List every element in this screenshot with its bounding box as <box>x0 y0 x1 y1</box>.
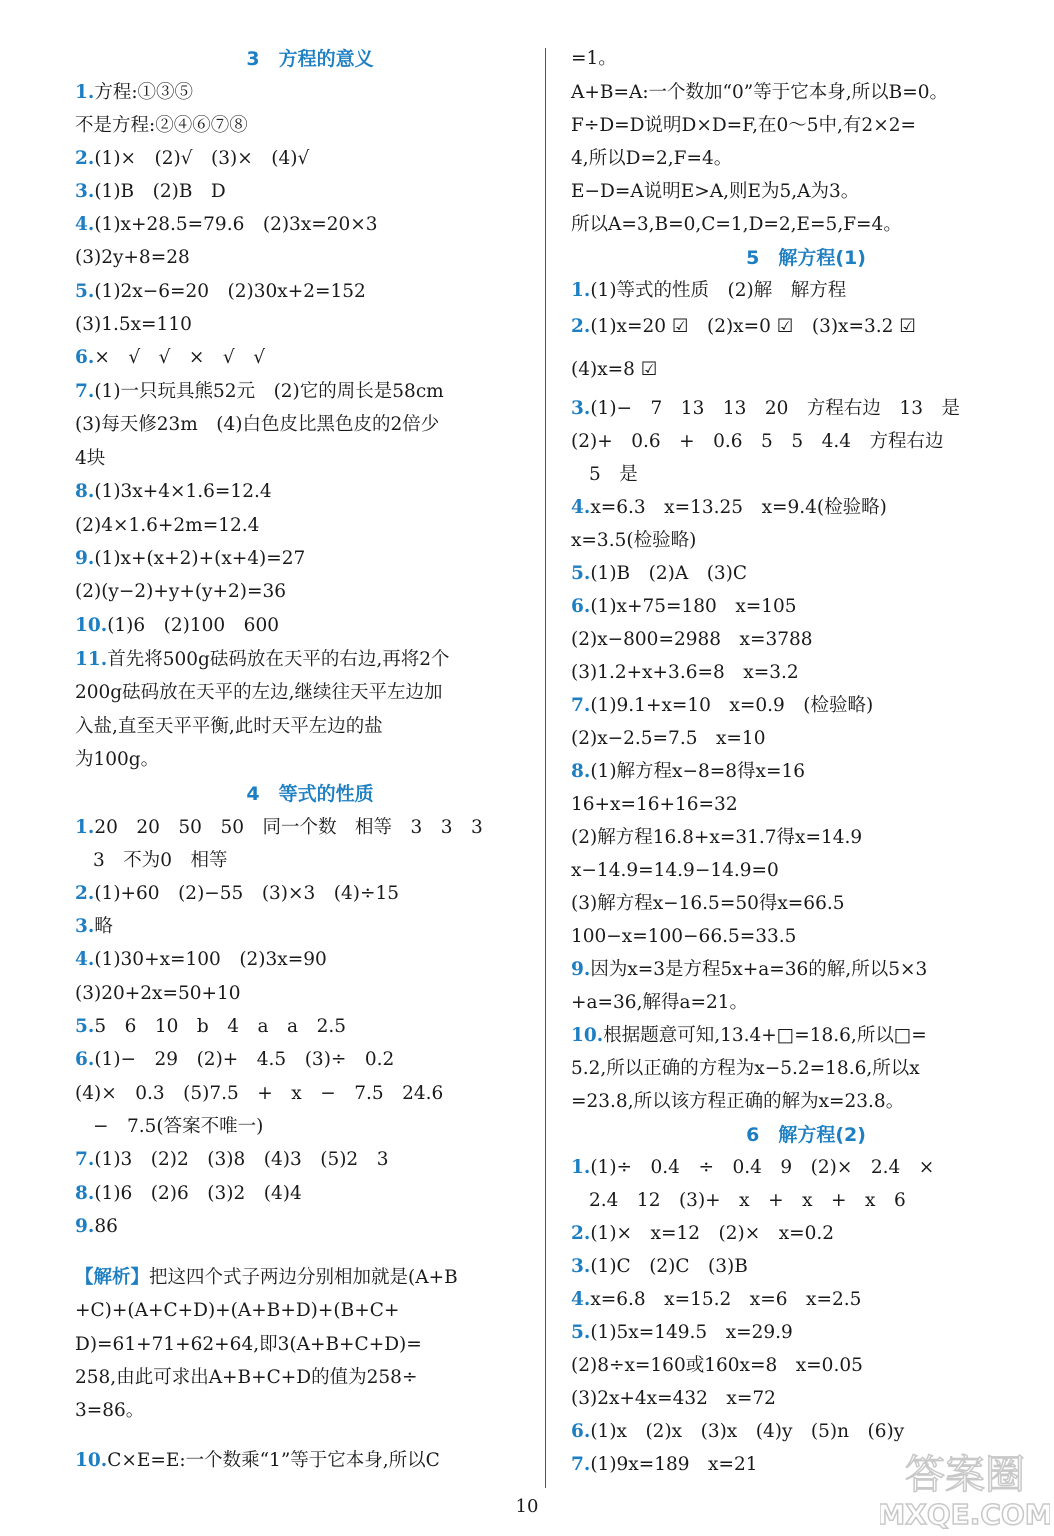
line-text: (1)一只玩具熊52元 (2)它的周长是58cm <box>94 381 444 402</box>
answer-line <box>75 947 327 973</box>
page-number: 10 <box>515 1496 539 1517</box>
line-text: (3)20+2x=50+10 <box>75 983 241 1004</box>
answer-line <box>589 1188 906 1214</box>
item-number: 7. <box>75 1149 95 1170</box>
line-text: +C)+(A+C+D)+(A+B+D)+(B+C+ <box>75 1300 400 1321</box>
answer-line <box>571 1056 920 1082</box>
answer-line <box>571 693 873 719</box>
item-number: 6. <box>571 1421 591 1442</box>
answer-line <box>571 1254 748 1280</box>
item-number: 4. <box>571 1289 591 1310</box>
line-text: (1)x=20 ☑ (2)x=0 ☑ (3)x=3.2 ☑ <box>590 316 916 337</box>
item-number: 2. <box>571 1223 591 1244</box>
item-number: 2. <box>75 883 95 904</box>
line-text: (1)30+x=100 (2)3x=90 <box>94 949 327 970</box>
line-text: (2)4×1.6+2m=12.4 <box>75 515 260 536</box>
line-text: 6 解方程(2) <box>746 1124 866 1146</box>
answer-line <box>75 914 113 940</box>
answer-line <box>75 1265 458 1291</box>
answer-line <box>75 680 443 706</box>
answer-line <box>75 412 439 438</box>
answer-line <box>571 1287 861 1313</box>
answer-line <box>571 528 696 554</box>
section-heading <box>75 781 545 807</box>
section-heading <box>571 1122 1041 1148</box>
line-text: =23.8,所以该方程正确的解为x=23.8。 <box>571 1091 905 1112</box>
line-text: (1)B (2)A (3)C <box>590 563 748 584</box>
line-text: (3)2y+8=28 <box>75 247 190 268</box>
line-text: (3)解方程x−16.5=50得x=66.5 <box>571 893 845 914</box>
answer-line <box>75 446 105 472</box>
answer-line <box>571 314 916 340</box>
answer-line <box>75 747 159 773</box>
line-text: A+B=A:一个数加“0”等于它本身,所以B=0。 <box>571 82 948 103</box>
answer-line <box>571 1023 927 1049</box>
line-text: (2)解方程16.8+x=31.7得x=14.9 <box>571 827 863 848</box>
answer-line <box>571 825 862 851</box>
line-text: (1)× x=12 (2)× x=0.2 <box>590 1223 835 1244</box>
line-text: − 7.5(答案不唯一) <box>93 1116 264 1137</box>
item-number: 1. <box>75 82 95 103</box>
line-text: (1)6 (2)6 (3)2 (4)4 <box>94 1183 302 1204</box>
line-text: D)=61+71+62+64,即3(A+B+C+D)= <box>75 1334 422 1355</box>
line-text: (1)× (2)√ (3)× (4)√ <box>94 148 310 169</box>
line-text: +a=36,解得a=21。 <box>571 992 749 1013</box>
answer-line <box>75 1398 144 1424</box>
line-text: (2)x−800=2988 x=3788 <box>571 629 813 650</box>
item-number: 2. <box>571 316 591 337</box>
answer-line <box>571 792 738 818</box>
line-text: x=6.3 x=13.25 x=9.4(检验略) <box>590 497 887 518</box>
answer-line <box>75 579 286 605</box>
svg-text:答案圈: 答案圈 <box>905 1452 1025 1498</box>
line-text: (3)1.5x=110 <box>75 314 192 335</box>
answer-line <box>75 146 309 172</box>
answer-line <box>589 462 638 488</box>
answer-line <box>75 815 483 841</box>
line-text: (4)× 0.3 (5)7.5 + x − 7.5 24.6 <box>75 1083 444 1104</box>
line-text: (1)x+(x+2)+(x+4)=27 <box>94 548 306 569</box>
answer-line <box>75 1298 399 1324</box>
item-number: 7. <box>571 695 591 716</box>
line-text: (2)x−2.5=7.5 x=10 <box>571 728 766 749</box>
line-text: (1)÷ 0.4 ÷ 0.4 9 (2)× 2.4 × <box>590 1157 935 1178</box>
item-number: 8. <box>75 481 95 502</box>
answer-line <box>571 80 948 106</box>
answer-line <box>75 379 444 405</box>
answer-line <box>75 1365 417 1391</box>
line-text: 200g砝码放在天平的左边,继续往天平左边加 <box>75 682 443 703</box>
answer-line <box>571 429 944 455</box>
line-text: (1)x+75=180 x=105 <box>590 596 797 617</box>
item-number: 5. <box>75 1016 95 1037</box>
item-number: 10. <box>571 1025 604 1046</box>
item-number: 3. <box>571 1256 591 1277</box>
answer-line <box>571 1221 834 1247</box>
item-number: 9. <box>75 548 95 569</box>
answer-line <box>571 179 859 205</box>
line-text: x−14.9=14.9−14.9=0 <box>571 860 779 881</box>
line-text: (1)x (2)x (3)x (4)y (5)n (6)y <box>590 1421 905 1442</box>
line-text: 20 20 50 50 同一个数 相等 3 3 3 <box>94 817 483 838</box>
item-number: 7. <box>75 381 95 402</box>
line-text: 根据题意可知,13.4+□=18.6,所以□= <box>603 1025 927 1046</box>
answer-line <box>571 1419 904 1445</box>
item-number: 8. <box>571 761 591 782</box>
line-text: 100−x=100−66.5=33.5 <box>571 926 797 947</box>
line-text: (1)C (2)C (3)B <box>590 1256 748 1277</box>
line-text: 首先将500g砝码放在天平的右边,再将2个 <box>107 649 450 670</box>
item-number: 3. <box>571 398 591 419</box>
item-number: 5. <box>571 1322 591 1343</box>
line-text: (4)x=8 ☑ <box>571 359 658 380</box>
line-text: 258,由此可求出A+B+C+D的值为258÷ <box>75 1367 418 1388</box>
item-number: 2. <box>75 148 95 169</box>
answer-line <box>75 113 248 139</box>
line-text: (2)(y−2)+y+(y+2)=36 <box>75 581 287 602</box>
item-number: 10. <box>75 615 108 636</box>
answer-line <box>571 957 927 983</box>
item-number: 8. <box>75 1183 95 1204</box>
line-text: (1)等式的性质 (2)解 解方程 <box>590 280 847 301</box>
answer-line <box>75 1332 422 1358</box>
answer-line <box>571 627 813 653</box>
item-number: 1. <box>571 1157 591 1178</box>
answer-line <box>571 990 748 1016</box>
item-number: 9. <box>75 1216 95 1237</box>
answer-line <box>75 1047 394 1073</box>
item-number: 9. <box>571 959 591 980</box>
answer-line <box>571 759 805 785</box>
section-heading <box>571 245 1041 271</box>
answer-line <box>75 1214 118 1240</box>
line-text: (1)− 29 (2)+ 4.5 (3)÷ 0.2 <box>94 1049 395 1070</box>
line-text: (1)− 7 13 13 20 方程右边 13 是 <box>590 398 960 419</box>
line-text: (1)9x=189 x=21 <box>590 1454 758 1475</box>
line-text: (1)3 (2)2 (3)8 (4)3 (5)2 3 <box>94 1149 389 1170</box>
line-text: =1。 <box>571 48 617 69</box>
item-number: 6. <box>75 1049 95 1070</box>
section-heading <box>75 46 545 72</box>
answer-line <box>75 714 383 740</box>
line-text: (3)1.2+x+3.6=8 x=3.2 <box>571 662 799 683</box>
answer-line <box>571 594 797 620</box>
item-number: 1. <box>571 280 591 301</box>
answer-line <box>571 212 902 238</box>
answer-line <box>75 1448 440 1474</box>
item-number: 3. <box>75 181 95 202</box>
item-number: 10. <box>75 1450 108 1471</box>
answer-line <box>75 312 192 338</box>
answer-line <box>571 561 747 587</box>
line-text: 4,所以D=2,F=4。 <box>571 148 733 169</box>
answer-line <box>571 113 916 139</box>
answer-line <box>75 245 190 271</box>
line-text: 16+x=16+16=32 <box>571 794 738 815</box>
answer-line <box>571 1353 863 1379</box>
answer-line <box>571 858 779 884</box>
line-text: 4块 <box>75 448 106 469</box>
line-text: (1)x+28.5=79.6 (2)3x=20×3 <box>94 214 378 235</box>
answer-line <box>571 495 887 521</box>
answer-line <box>571 396 960 422</box>
answer-line <box>75 881 399 907</box>
line-text: (1)5x=149.5 x=29.9 <box>590 1322 793 1343</box>
line-text: 所以A=3,B=0,C=1,D=2,E=5,F=4。 <box>571 214 902 235</box>
line-text: 2.4 12 (3)+ x + x + x 6 <box>589 1190 906 1211</box>
answer-line <box>75 279 366 305</box>
item-number: 4. <box>75 949 95 970</box>
line-text: 方程:①③⑤ <box>94 82 194 103</box>
item-number: 3. <box>75 916 95 937</box>
answer-line <box>75 479 272 505</box>
answer-line <box>75 212 378 238</box>
analysis-tag: 【解析】 <box>75 1267 150 1288</box>
line-text: 不是方程:②④⑥⑦⑧ <box>75 115 248 136</box>
answer-line <box>571 146 732 172</box>
answer-line <box>75 1147 388 1173</box>
watermark-logo <box>880 1442 1050 1532</box>
item-number: 6. <box>571 596 591 617</box>
line-text: (3)每天修23m (4)白色皮比黑色皮的2倍少 <box>75 414 440 435</box>
answer-line <box>75 647 450 673</box>
item-number: 7. <box>571 1454 591 1475</box>
line-text: 5 解方程(1) <box>746 247 866 269</box>
item-number: 5. <box>571 563 591 584</box>
item-number: 4. <box>75 214 95 235</box>
answer-line <box>571 1452 758 1478</box>
item-number: 4. <box>571 497 591 518</box>
line-text: (1)6 (2)100 600 <box>107 615 279 636</box>
line-text: (2)8÷x=160或160x=8 x=0.05 <box>571 1355 863 1376</box>
answer-line <box>571 357 657 383</box>
answer-line <box>75 513 259 539</box>
line-text: 5.2,所以正确的方程为x−5.2=18.6,所以x <box>571 1058 920 1079</box>
line-text: 入盐,直至天平平衡,此时天平左边的盐 <box>75 716 383 737</box>
item-number: 6. <box>75 347 95 368</box>
answer-line <box>75 546 305 572</box>
line-text: F÷D=D说明D×D=F,在0～5中,有2×2= <box>571 115 916 136</box>
line-text: 5 是 <box>589 464 638 485</box>
line-text: (1)B (2)B D <box>94 181 226 202</box>
line-text: (1)3x+4×1.6=12.4 <box>94 481 272 502</box>
answer-line <box>93 1114 263 1140</box>
answer-line <box>93 848 228 874</box>
line-text: × √ √ × √ √ <box>94 347 265 368</box>
answer-line <box>571 46 617 72</box>
answer-line <box>75 1181 302 1207</box>
line-text: 3=86。 <box>75 1400 145 1421</box>
line-text: (3)2x+4x=432 x=72 <box>571 1388 776 1409</box>
line-text: (1)9.1+x=10 x=0.9 (检验略) <box>590 695 874 716</box>
svg-text:MXQE.COM: MXQE.COM <box>880 1498 1050 1531</box>
line-text: 4 等式的性质 <box>246 783 374 805</box>
item-number: 5. <box>75 281 95 302</box>
line-text: 86 <box>94 1216 118 1237</box>
line-text: 略 <box>94 916 113 937</box>
line-text: 为100g。 <box>75 749 160 770</box>
line-text: C×E=E:一个数乘“1”等于它本身,所以C <box>107 1450 440 1471</box>
line-text: (1)2x−6=20 (2)30x+2=152 <box>94 281 366 302</box>
answer-line <box>75 981 241 1007</box>
line-text: 因为x=3是方程5x+a=36的解,所以5×3 <box>590 959 928 980</box>
answer-line <box>75 1081 443 1107</box>
line-text: 3 不为0 相等 <box>93 850 228 871</box>
line-text: (1)+60 (2)−55 (3)×3 (4)÷15 <box>94 883 400 904</box>
answer-line <box>75 345 265 371</box>
item-number: 11. <box>75 649 108 670</box>
answer-line <box>75 613 279 639</box>
item-number: 1. <box>75 817 95 838</box>
answer-line <box>571 1155 934 1181</box>
answer-line <box>571 726 765 752</box>
line-text: x=3.5(检验略) <box>571 530 697 551</box>
line-text: (2)+ 0.6 + 0.6 5 5 4.4 方程右边 <box>571 431 944 452</box>
answer-line <box>75 80 193 106</box>
line-text: 把这四个式子两边分别相加就是(A+B <box>149 1267 458 1288</box>
answer-line <box>571 278 846 304</box>
answer-line <box>571 1386 776 1412</box>
answer-line <box>571 660 799 686</box>
line-text: 5 6 10 b 4 a a 2.5 <box>94 1016 347 1037</box>
line-text: E−D=A说明E>A,则E为5,A为3。 <box>571 181 860 202</box>
answer-line <box>571 924 796 950</box>
line-text: 3 方程的意义 <box>246 48 374 70</box>
answer-line <box>75 179 226 205</box>
column-divider <box>545 48 546 1488</box>
answer-line <box>571 891 845 917</box>
answer-line <box>75 1014 346 1040</box>
line-text: x=6.8 x=15.2 x=6 x=2.5 <box>590 1289 862 1310</box>
answer-line <box>571 1089 904 1115</box>
answer-line <box>571 1320 793 1346</box>
line-text: (1)解方程x−8=8得x=16 <box>590 761 805 782</box>
